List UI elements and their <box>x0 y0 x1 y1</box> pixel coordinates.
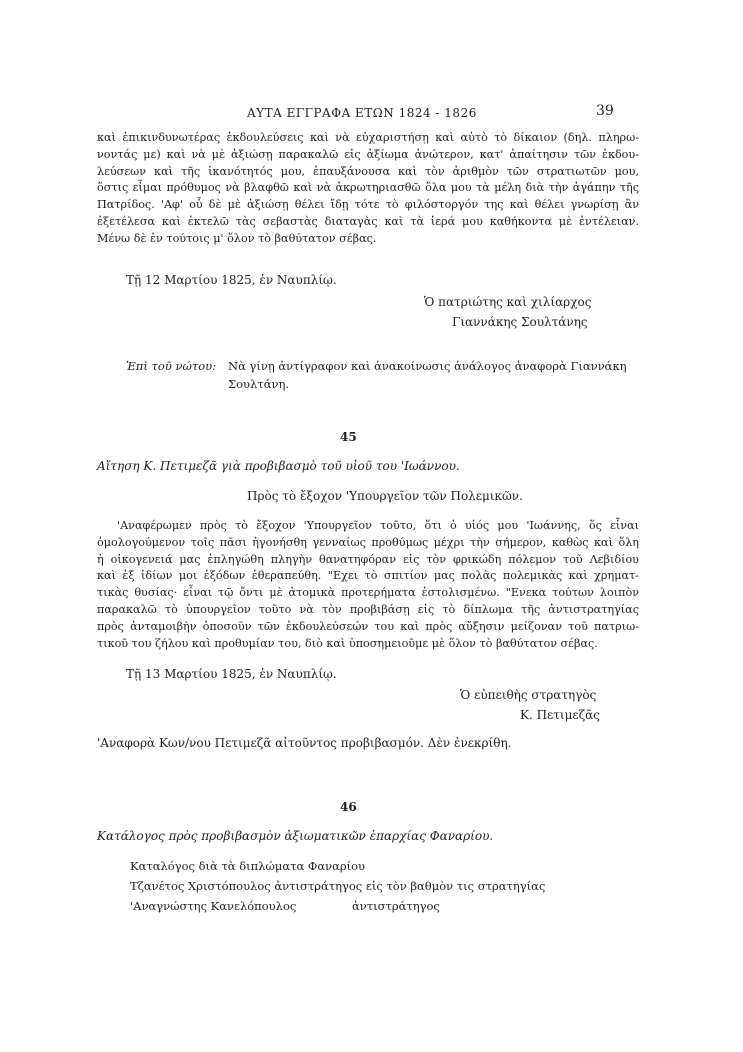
text-line: πρὸς ἀνταμοιβὴν ὁποσοῦν τῶν ἐκδουλεύσεών του καὶ πρὸς αὔξησιν μείζοναν τοῦ πατριω- <box>97 619 639 633</box>
doc45-signature-title: Ὁ εὐπειθὴς στρατηγὸς <box>460 688 597 702</box>
text-line: ἡ οἰκογενειά μας ἐπληγώθη πληγὴν θανατηφόραν εἰς τὸν φρικώδη πόλεμον τοῦ Λεβιδίου <box>97 552 639 566</box>
doc44-paragraph <box>97 130 639 248</box>
doc44-date: Τῇ 12 Μαρτίου 1825, ἐν Ναυπλίῳ. <box>126 273 337 287</box>
text-line: ὁμολογούμενον τοῖς πᾶσι ἠγονήσθη γενναίως προθύμως μέχρι τὴν σήμερον, καθὼς καὶ ὅλη <box>97 535 639 549</box>
doc45-addressee: Πρὸς τὸ ἔξοχον 'Υπουργεῖον τῶν Πολεμικῶν. <box>247 489 523 503</box>
text-line: καὶ ἐπικινδυνωτέρας ἐκδουλεύσεις καὶ νὰ εὐχαριστήσῃ καὶ αὐτὸ τὸ δίκαιον (δηλ. πληρω- <box>97 131 639 144</box>
text-line: τικὰς θυσίας· εἶναι τῷ ὄντι μὲ ἀτομικὰ προτερήματα ἐστολισμένω. "Ενεκα τούτων λοιπὸν <box>97 586 639 600</box>
text-line: λεύσεων καὶ τῆς ἱκανότητός μου, ἐπαυξάνουσα καὶ τὸν ἀριθμὸν τῶν στρατιωτῶν μου, <box>97 164 639 178</box>
doc44-note-label: Ἐπὶ τοῦ νώτου: <box>126 359 216 373</box>
doc46-number: 46 <box>340 800 357 814</box>
text-line: ὅστις εἶμαι πρόθυμος νὰ βλαφθῶ καὶ νὰ ἀκρωτηριασθῶ ὅλα μου τὰ μέλη διὰ τὴν ἀγάπην τῆς <box>97 181 639 195</box>
doc45-note: 'Αναφορὰ Κων/νου Πετιμεζᾶ αἰτοῦντος προβιβασμόν. Δὲν ἐνεκρίθη. <box>97 736 512 750</box>
doc46-list-heading: Καταλόγος διὰ τὰ διπλώματα Φαναρίου <box>130 859 366 873</box>
page-number: 39 <box>596 103 614 119</box>
doc44-signature-name: Γιαννάκης Σουλτάνης <box>452 315 588 329</box>
running-head: ΑΥΤΑ ΕΓΓΡΑΦΑ ΕΤΩΝ 1824 - 1826 <box>247 106 477 120</box>
text-line: τικοῦ του ζήλου καὶ προθυμίαν του, διὸ καὶ ὑποσημειοῦμε μὲ ὅλον τὸ βαθύτατον σέβας. <box>97 636 598 650</box>
text-line: καὶ ἐξ ἰδίων μοι ἐξόδων ἐθεραπεύθη. "Εχει τὸ σπιτίον μας πολὰς πολεμικὰς καὶ χρηματ- <box>97 569 639 583</box>
text-line: 'Αναφέρωμεν πρὸς τὸ ἔξοχον 'Υπουργεῖον τοῦτο, ὅτι ὁ υἱός μου 'Ιωάννης, ὅς εἶναι <box>117 519 639 532</box>
text-line: Πατρίδος. 'Αφ' οὗ δὲ μὲ ἀξιώσῃ θέλει ἴδῃ τότε τὸ φιλόστοργόν της καὶ θέλει γνωρίσῃ ἂν <box>97 198 639 212</box>
doc46-list-item-rank: ἀντιστράτηγος <box>352 899 440 913</box>
doc44-note-line2: Σουλτάνη. <box>228 377 289 391</box>
doc45-number: 45 <box>340 430 357 444</box>
doc46-list-item-name: 'Αναγνώστης Κανελόπουλος <box>130 899 297 913</box>
text-line: νοντάς με) καὶ νὰ μὲ ἀξιώσῃ παρακαλῶ εἰς ἀξίωμα ἀνώτερον, κατ' ἀπαίτησιν τῶν ἐκδου- <box>97 147 639 161</box>
doc45-date: Τῇ 13 Μαρτίου 1825, ἐν Ναυπλίῳ. <box>126 667 337 681</box>
doc45-signature-name: Κ. Πετιμεζᾶς <box>520 708 600 722</box>
text-line: παρακαλῶ τὸ ὑπουργεῖον τοῦτο νὰ τὸν προβιβάσῃ εἰς τὸ δίπλωμα τῆς ἀντιστρατηγίας <box>97 602 639 616</box>
doc45-paragraph <box>97 518 639 652</box>
doc44-signature-title: Ὁ πατριώτης καὶ χιλίαρχος <box>424 295 592 309</box>
text-line: Μένω δὲ ἐν τούτοις μ' ὅλον τὸ βαθύτατον σέβας. <box>97 231 377 245</box>
doc44-note-line1: Νὰ γίνῃ ἀντίγραφον καὶ ἀνακοίνωσις ἀνάλογος ἀναφορὰ Γιαννάκη <box>228 359 627 373</box>
doc46-title: Κατάλογος πρὸς προβιβασμὸν ἀξιωματικῶν ἐπαρχίας Φαναρίου. <box>97 829 494 843</box>
doc46-list-item: Τζανέτος Χριστόπουλος ἀντιστράτηγος εἰς τὸν βαθμὸν τις στρατηγίας <box>130 879 546 893</box>
text-line: ἐξετέλεσα καὶ ἐκτελῶ τὰς σεβαστὰς διαταγὰς καὶ τὰ ἱερά μου καθήκοντα μὲ ἐντέλειαν. <box>97 214 639 228</box>
doc45-title: Αἴτηση Κ. Πετιμεζᾶ γιὰ προβιβασμὸ τοῦ υἱοῦ του 'Ιωάννου. <box>97 459 460 473</box>
